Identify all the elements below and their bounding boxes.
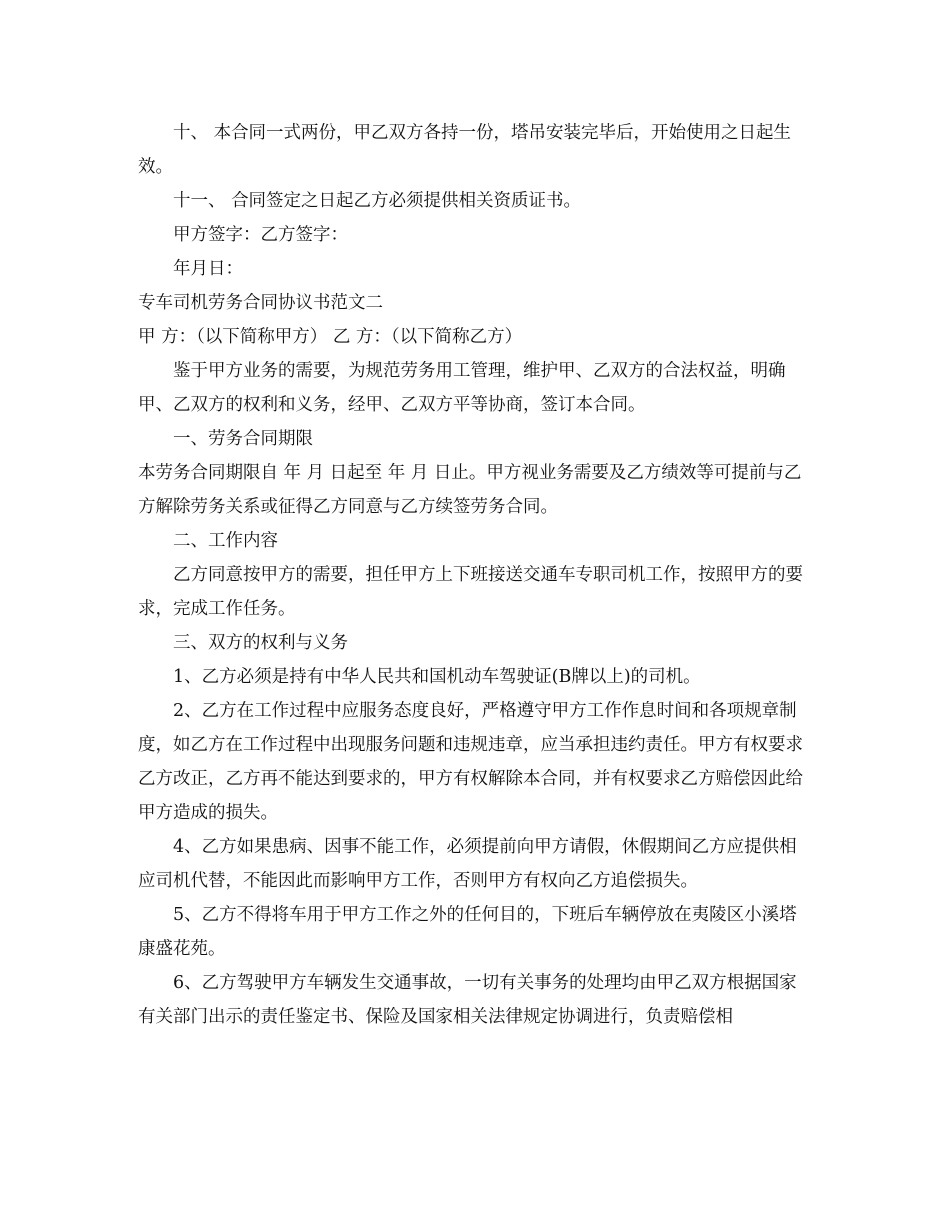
party-names: 甲 方：（以下简称甲方） 乙 方：（以下简称乙方） <box>138 327 523 347</box>
work-text: 乙方同意按甲方的需要，担任甲方上下班接送交通车专职司机工作，按照甲方的要求，完成工作任务。 <box>138 565 803 619</box>
signature-line: 甲方签字：乙方签字： <box>173 225 348 245</box>
term-text: 本劳务合同期限自 年 月 日起至 年 月 日止。甲方视业务需要及乙方绩效等可提前与乙方解除劳务关系或征得乙方同意与乙方续签劳务合同。 <box>138 463 802 517</box>
rights-item-2: 2、乙方在工作过程中应服务态度良好，严格遵守甲方工作作息时间和各项规章制度，如乙方在工作过程中出现服务问题和违规违章，应当承担违约责任。甲方有权要求乙方改正，乙方再不能达到要求的，甲方有权解除本合同，并有权要求乙方赔偿因此给甲方造成的损失。 <box>138 701 803 823</box>
clause-10: 十、 本合同一式两份，甲乙双方各持一份，塔吊安装完毕后，开始使用之日起生效。 <box>138 123 792 177</box>
section-heading-term: 一、劳务合同期限 <box>173 429 313 449</box>
rights-item-4: 4、乙方如果患病、因事不能工作，必须提前向甲方请假，休假期间乙方应提供相应司机代替，不能因此而影响甲方工作，否则甲方有权向乙方追偿损失。 <box>138 837 797 891</box>
preamble: 鉴于甲方业务的需要，为规范劳务用工管理，维护甲、乙双方的合法权益，明确甲、乙双方的权利和义务，经甲、乙双方平等协商，签订本合同。 <box>138 361 786 415</box>
section-heading-work: 二、工作内容 <box>173 531 278 551</box>
rights-item-6: 6、乙方驾驶甲方车辆发生交通事故，一切有关事务的处理均由甲乙双方根据国家有关部门出示的责任鉴定书、保险及国家相关法律规定协调进行，负责赔偿相 <box>138 973 797 1027</box>
rights-item-5: 5、乙方不得将车用于甲方工作之外的任何目的，下班后车辆停放在夷陵区小溪塔康盛花苑。 <box>138 905 797 959</box>
section-heading-rights: 三、双方的权利与义务 <box>173 633 348 653</box>
document-body <box>138 116 808 1034</box>
clause-11: 十一、 合同签定之日起乙方必须提供相关资质证书。 <box>173 191 582 211</box>
rights-item-1: 1、乙方必须是持有中华人民共和国机动车驾驶证(B牌以上)的司机。 <box>173 667 701 687</box>
contract-title-line <box>138 286 808 354</box>
date-line: 年月日： <box>173 259 243 279</box>
contract-title: 专车司机劳务合同协议书范文二 <box>138 293 383 313</box>
